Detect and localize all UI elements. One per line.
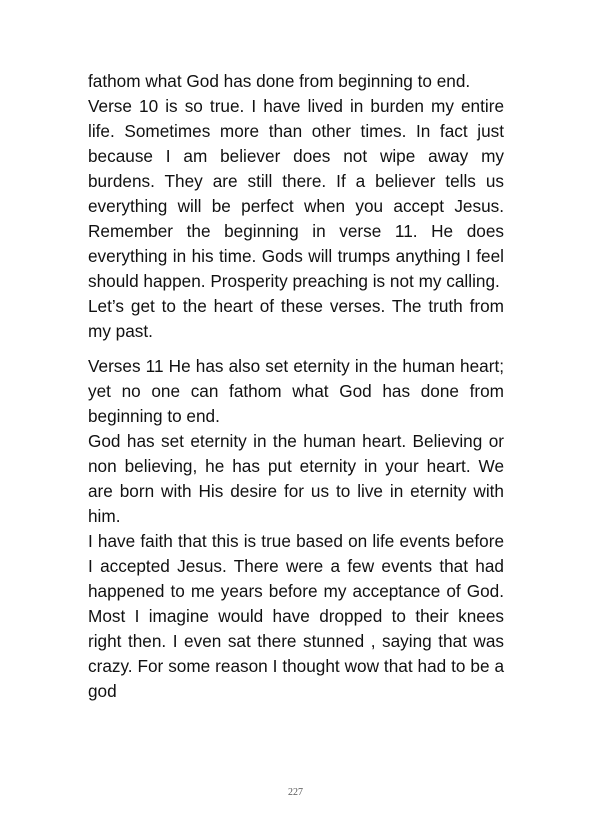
paragraph: Verse 10 is so true. I have lived in burden my entire life. Sometimes more than other times. In fact just because I am believer does not wipe away my burdens. They are still there. If a believer tells us everything will be perfect when you accept Jesus. Remember the beginning in verse 11. He does everything in his time. Gods will trumps anything I feel should happen. Prosperity preaching is not my calling. [88, 96, 504, 291]
paragraph: God has set eternity in the human heart. Believing or non believing, he has put eternity in your heart. We are born with His desire for us to live in eternity with him. [88, 431, 504, 526]
body-text [88, 69, 504, 704]
page-number: 227 [288, 787, 303, 798]
paragraph: Verses 11 He has also set eternity in the human heart; yet no one can fathom what God has done from beginning to end. [88, 356, 504, 426]
paragraph: fathom what God has done from beginning to end. [88, 71, 471, 91]
paragraph: I have faith that this is true based on life events before I accepted Jesus. There were a few events that had happened to me years before my acceptance of God. Most I imagine would have dropped to their knees right then. I even sat there stunned , saying that was crazy. For some reason I thought wow that had to be a god [88, 531, 504, 701]
paragraph: Let’s get to the heart of these verses. The truth from my past. [88, 296, 504, 341]
